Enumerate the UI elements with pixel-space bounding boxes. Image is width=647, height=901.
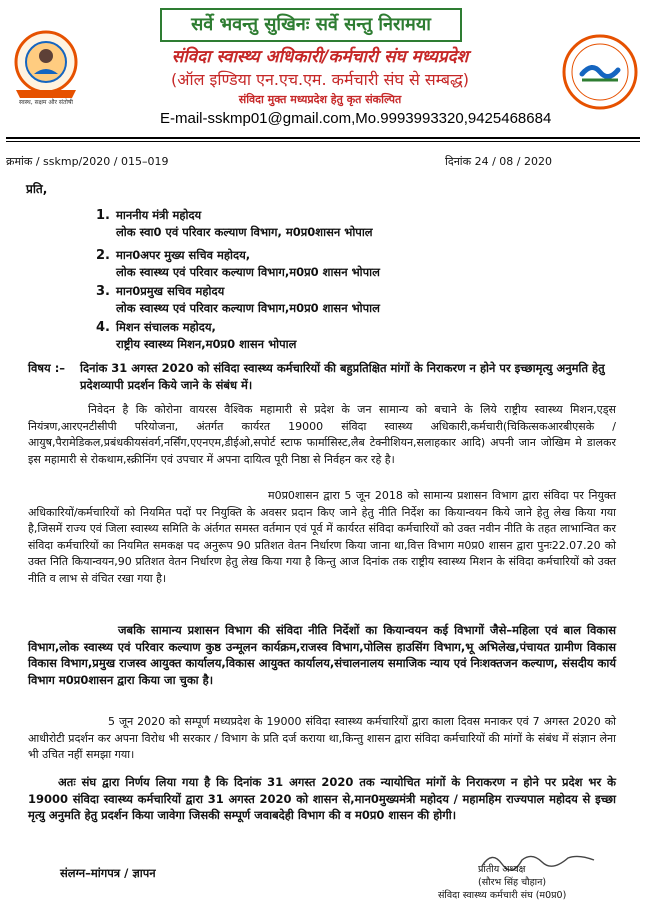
union-logo-left — [6, 28, 86, 110]
addressee-number: 3. — [96, 284, 110, 299]
subject-text: दिनांक 31 अगस्त 2020 को संविदा स्वास्थ्य कर्मचारियों की बहुप्रतिक्षित मांगों के निराकरण न होने पर इच्छामृत्यु अनुमति हेतु प्रदेशव्यापी प्रदर्शन किये जाने के संबंध में। — [80, 361, 605, 392]
addressee-title: माननीय मंत्री महोदय — [116, 208, 202, 222]
union-logo-right — [560, 32, 640, 112]
body-paragraph-4: 5 जून 2020 को सम्पूर्ण मध्यप्रदेश के 19000 संविदा स्वास्थ्य कर्मचारियों द्वारा काला दिवस मनाकर एवं 7 अगस्त 2020 को आधीरोटी प्रदर्शन कर अपना विरोध भी सरकार / विभाग के प्रति दर्ज कराया था,किन्तु शासन द्वारा संविदा कर्मचारियों की मांगों के संबंध में संज्ञान लेना भी उचित नहीं समझा गया। — [28, 715, 616, 761]
header-divider — [6, 137, 640, 139]
body-paragraph-5: अतः संघ द्वारा निर्णय लिया गया है कि दिनांक 31 अगस्त 2020 तक न्यायोचित मांगों के निराकरण न होने पर प्रदेश भर के 19000 संविदा स्वास्थ्य कर्मचारियों द्वारा 31 अगस्त 2020 को शासन से,मान0मुख्यमंत्री महोदय / महामहिम राज्यपाल महोदय से इच्छा मृत्यु अनुमति हेतु प्रदर्शन किया जावेगा जिसकी सम्पूर्ण जवाबदेही विभाग की व म0प्र0 शासन की होगी। — [28, 775, 616, 822]
affiliation-line: (ऑल इण्डिया एन.एच.एम. कर्मचारी संघ से सम्बद्ध) — [170, 70, 470, 89]
enclosure-note: संलग्न–मांगपत्र / ज्ञापन — [60, 866, 156, 880]
addressee-department: लोक स्वा0 एवं परिवार कल्याण विभाग, म0प्र0शासन भोपाल — [116, 225, 373, 239]
signatory-name: (सौरभ सिंह चौहान) — [478, 877, 547, 888]
header-divider-thin — [6, 141, 640, 142]
motto-banner: सर्वे भवन्तु सुखिनः सर्वे सन्तु निरामया — [160, 8, 462, 42]
body-paragraph-3: जबकि सामान्य प्रशासन विभाग की संविदा नीति निर्देशों का कियान्वयन कई विभागों जैसे–महिला एवं बाल विकास विभाग,लोक स्वास्थ्य एवं परिवार कल्याण कुष्ठ उन्मूलन कार्यक्रम,राजस्व विभाग,पोलिस हाउसिंग विभाग,भू अभिलेख,पंचायत ग्रामीण विकास विकास विभाग,प्रमुख राजस्व आयुक्त कार्यालय,विकास आयुक्त कार्यालय,संचालनालय समाजिक न्याय एवं निःशक्तजन कल्याण, संसदीय कार्य विभाग म0प्र0शासन द्वारा किया जा चुका है। — [28, 623, 616, 687]
signatory-org: संविदा स्वास्थ्य कर्मचारी संघ (म0प्र0) — [438, 890, 567, 901]
reference-number: क्रमांक / sskmp/2020 / 015–019 — [6, 155, 169, 168]
addressee-number: 1. — [96, 208, 110, 223]
union-name: संविदा स्वास्थ्य अधिकारी/कर्मचारी संघ मध्यप्रदेश — [171, 47, 469, 67]
addressee-department: लोक स्वास्थ्य एवं परिवार कल्याण विभाग,म0प्र0 शासन भोपाल — [116, 265, 380, 279]
addressee-number: 4. — [96, 320, 110, 335]
addressee-title: मान0अपर मुख्य सचिव महोदय, — [116, 248, 251, 262]
addressee-department: लोक स्वास्थ्य एवं परिवार कल्याण विभाग,म0प्र0 शासन भोपाल — [116, 301, 380, 315]
addressee-department: राष्ट्रीय स्वास्थ्य मिशन,म0प्र0 शासन भोपाल — [116, 337, 297, 351]
subject-label: विषय :– — [28, 361, 66, 375]
addressee-title: मान0प्रमुख सचिव महोदय — [116, 284, 225, 298]
letter-date: दिनांक 24 / 08 / 2020 — [445, 155, 552, 168]
signatory-title: प्रांतीय अध्यक्ष — [478, 864, 526, 875]
body-paragraph-1: निवेदन है कि कोरोना वायरस वैश्विक महामारी से प्रदेश के जन सामान्य को बचाने के लिये राष्ट्रीय स्वास्थ्य मिशन,एड्स नियंत्रण,आरएनटीसीपी परियोजना, अंतर्गत कार्यरत 19000 संविदा स्वास्थ्य अधिकारी,कर्मचारी(चिकित्सकआरबीएसके / आयुष,पैरामेडिकल,प्रबंधकीयसंवर्ग,नर्सिंग,एएनएम,डीईओ,सपोर्ट स्टाफ फार्मासिस्ट,लैब टेक्नीशियन,सलाहकार आदि) अपनी जान जोखिम मे डालकर इस महामारी से रोकथाम,स्क्रीनिंग एवं उपचार में अपना दायित्व पूरी निष्ठा से निर्वहन कर रहे है। — [28, 403, 616, 466]
logo-left-caption: स्वस्थ, सक्षम और संतोषी — [19, 99, 73, 106]
contact-line: E-mail-sskmp01@gmail.com,Mo.9993993320,9425468684 — [160, 110, 552, 127]
signature-block — [438, 848, 638, 901]
salutation: प्रति, — [26, 182, 48, 196]
addressee-number: 2. — [96, 248, 110, 263]
addressee-title: मिशन संचालक महोदय, — [116, 320, 216, 334]
pledge-line: संविदा मुक्त मध्यप्रदेश हेतु कृत संकल्पित — [238, 93, 402, 106]
body-paragraph-2: म0प्र0शासन द्वारा 5 जून 2018 को सामान्य प्रशासन विभाग द्वारा संविदा पर नियुक्त अधिकारियों/कर्मचारियों को नियमित पदों पर नियुक्ति के अवसर प्रदान किए जाने हेतु नीति निर्देश का कियान्वयन किये जाने हेतु लेख किया गया है,जिसमें राज्य एवं जिला स्वास्थ्य समिति के अंर्तगत समस्त वर्तमान एवं पूर्व में कार्यरत संविदा कर्मचारियों को उक्त नवीन नीति के तहत लाभान्वित कर संविदा कर्मचारियों का नियमित समकक्ष पद अनुरूप 90 प्रतिशत वेतन निर्धारण किया जाना था,वित्त विभाग म0प्र0 शासन द्वारा पुनः22.07.20 को उक्त निति कियान्वयन,90 प्रतिशत वेतन निर्धारण हेतु लेख किया गया है किन्तु आज दिनांक तक राष्ट्रीय स्वास्थ्य मिशन के संविदा कर्मचारियों को उक्त नीति व लाभ से वंचित रखा गया है। — [28, 489, 616, 585]
